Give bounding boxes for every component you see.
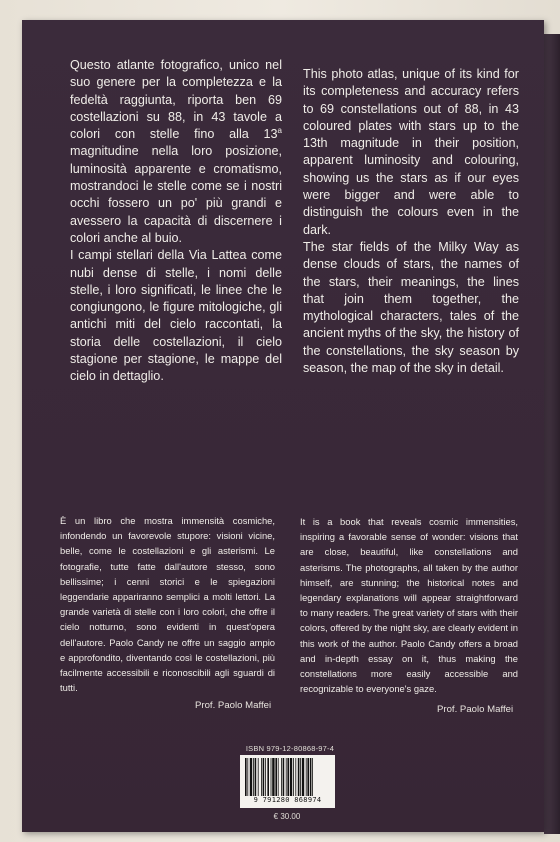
english-paragraph-1: This photo atlas, unique of its kind for its completeness and accuracy refers to 69 constellations out of 88, in 43 coloured plates with stars up to the 13th magnitude in their position, apparent luminosity and colouring, showing us the stars as if our eyes were bigger and were able to distinguish the colours even in the dark. — [303, 67, 519, 237]
barcode-bar — [287, 758, 289, 796]
barcode-bar — [293, 758, 294, 796]
barcode-bar — [275, 758, 277, 796]
barcode-bar — [295, 758, 296, 796]
barcode-bar — [261, 758, 262, 796]
english-review — [300, 514, 518, 696]
italian-review-text: È un libro che mostra immensità cosmiche, infondendo un favorevole stupore: visioni vicine, belle, come le costellazioni e gli asterismi. Le fotografie, tutte fatte dall'autore stesso, sono bellissime; i cenni storici e le spiegazioni leggendarie appariranno semplici a molti lettori. La grande varietà di stelle con i loro colori, che offre il cielo notturno, sono evidenti in quest'opera dell'autore. Paolo Candy ne offre un saggio ampio e approfondito, diventando così le costellazioni, più facilmente accessibili e riconoscibili agli sguardi di tutti. — [60, 515, 275, 694]
italian-review — [60, 513, 275, 695]
barcode-bar — [272, 758, 274, 796]
barcode-bar — [300, 758, 301, 796]
barcode-bar — [310, 758, 312, 796]
barcode-bar — [250, 758, 252, 796]
english-description — [303, 66, 519, 377]
italian-description — [70, 57, 282, 386]
barcode-bar — [278, 758, 279, 796]
barcode-bar — [253, 758, 254, 796]
barcode-bar — [263, 758, 265, 796]
barcode-bar — [286, 758, 287, 796]
barcode-bar — [306, 758, 307, 796]
barcode-bar — [283, 758, 285, 796]
barcode-bar — [255, 758, 257, 796]
barcode-bar — [247, 758, 248, 796]
english-review-text: It is a book that reveals cosmic immensities, inspiring a favorable sense of wonder: visions that are close, beautiful, like constellations and asterisms. The photographs, all taken by the author himself, are stunning; the historical notes and legendary explanations will appear straightforward to many readers. The great variety of stars with their colors, offered by the night sky, are clearly evident in this work of the author. Paolo Candy offers a broad and in-depth essay on it, thus making the constellations more easily accessible and recognizable to everyone's gaze. — [300, 516, 518, 695]
english-review-signature: Prof. Paolo Maffei — [437, 704, 514, 715]
italian-paragraph-1: Questo atlante fotografico, unico nel suo genere per la completezza e la fedeltà raggiunta, riporta ben 69 costellazioni su 88, in 43 tavole a colori con stelle fino alla 13$^a$ magnitudine nella loro posizione, luminosità apparente e cromatismo, mostrandoci le stelle come se i nostri occhi fossero un po' più grandi e avessero la capacità di discernere i colori anche al buio. — [70, 58, 282, 245]
barcode-bar — [298, 758, 300, 796]
barcode-bar — [281, 758, 282, 796]
price-label: € 30.00 — [273, 812, 301, 821]
barcode-bar — [307, 758, 309, 796]
barcode-bar — [312, 758, 313, 796]
book-page-edge — [544, 34, 560, 834]
english-paragraph-2: The star fields of the Milky Way as dense clouds of stars, the names of the stars, their meanings, the lines that join them together, the mythological characters, tales of the ancient myths of the sky, the history of the constellations, the sky season by season, the map of the sky in detail. — [303, 239, 519, 376]
barcode-bar — [290, 758, 292, 796]
barcode-bar — [267, 758, 269, 796]
barcode-bar — [265, 758, 266, 796]
italian-review-signature: Prof. Paolo Maffei — [195, 700, 272, 711]
barcode — [240, 755, 335, 808]
barcode-bar — [271, 758, 272, 796]
barcode-bar — [245, 758, 247, 796]
barcode-bar — [302, 758, 304, 796]
barcode-digits: 9 791280 868974 — [253, 796, 322, 804]
isbn-label: ISBN 979-12-80868-97-4 — [245, 744, 335, 753]
barcode-bar — [258, 758, 259, 796]
italian-paragraph-2: I campi stellari della Via Lattea come nubi dense di stelle, i nomi delle stelle, i loro significati, le linee che le congiungono, le figure mitologiche, gli antichi miti del cielo raccontati, la storia delle costellazioni, il cielo stagione per stagione, le mappe del cielo in dettaglio. — [70, 248, 282, 384]
barcode-bars — [244, 758, 331, 796]
